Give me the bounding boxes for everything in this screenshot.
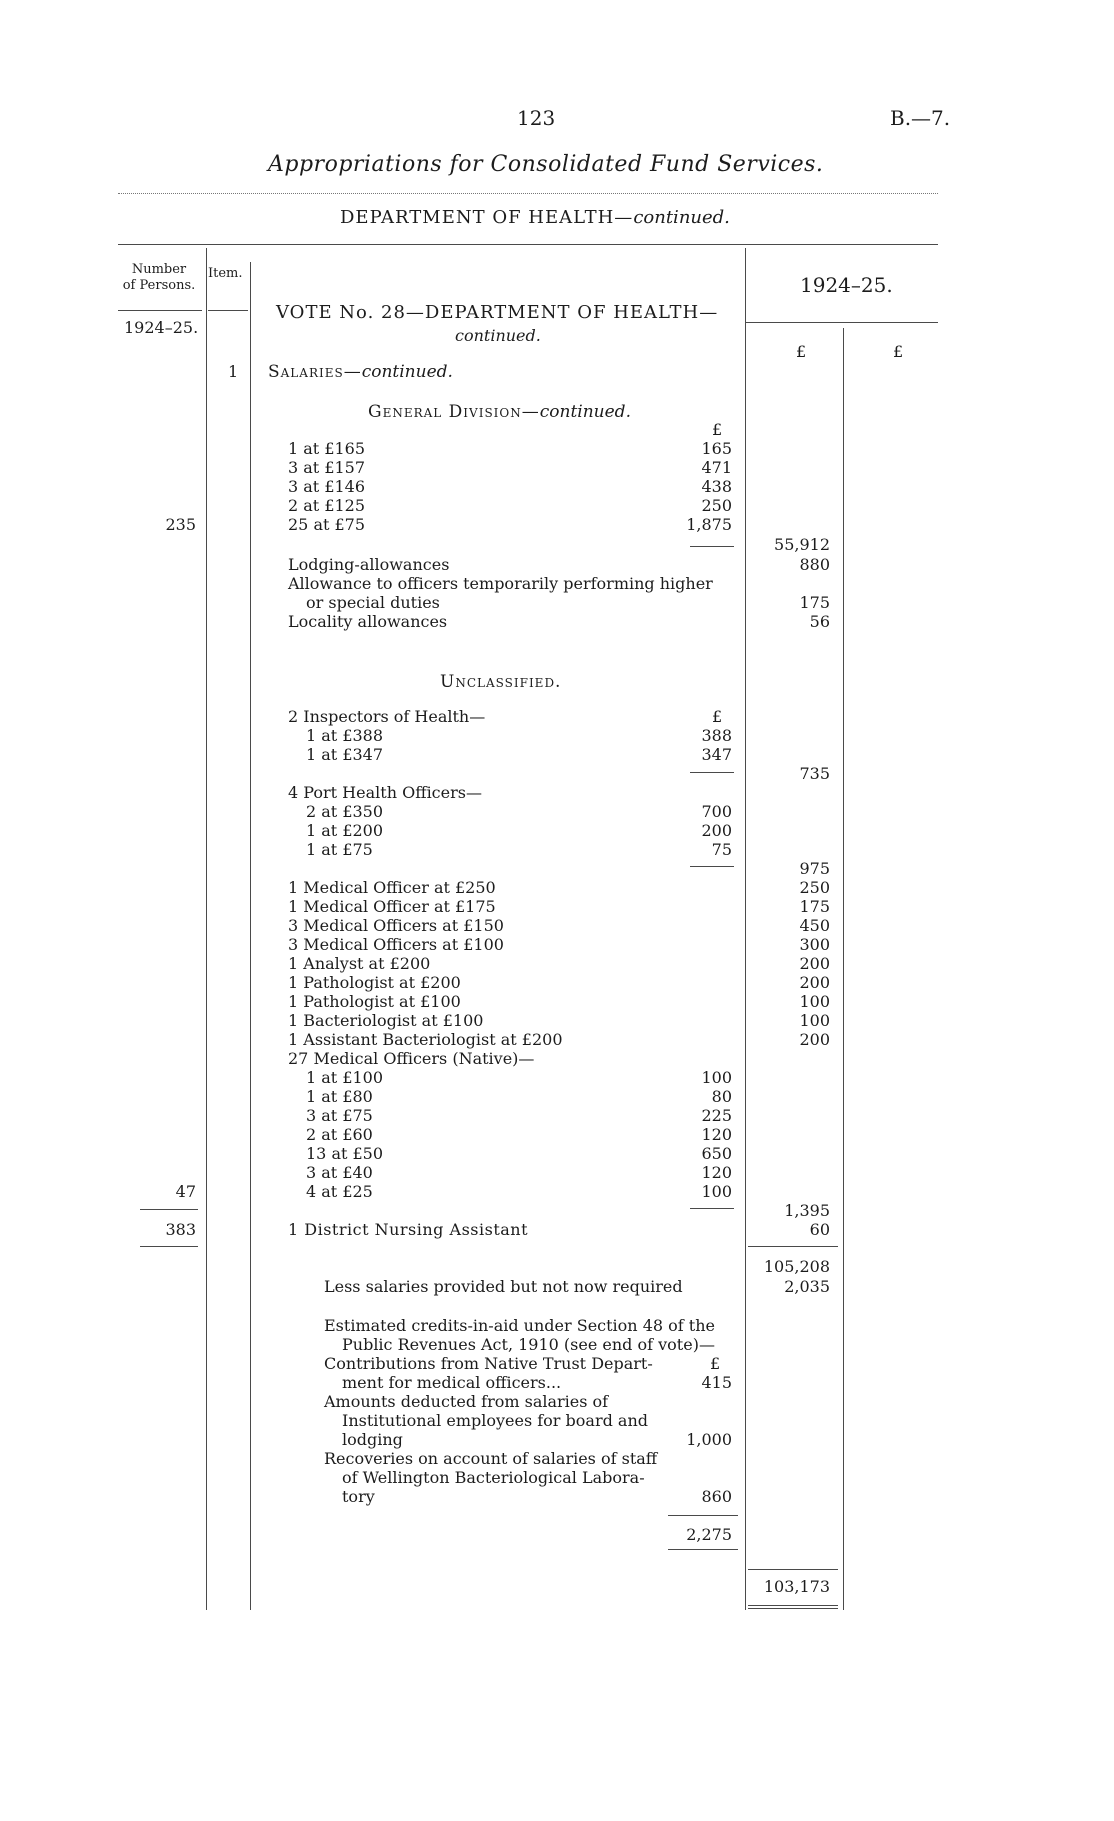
native-row-amount: 650 (701, 1144, 732, 1163)
port-label: 4 Port Health Officers— (288, 783, 482, 802)
gd-row-amount: 250 (701, 496, 732, 515)
net-total: 103,173 (763, 1577, 830, 1596)
year-header: 1924–25. (800, 273, 893, 297)
currency-header-a: £ (796, 342, 807, 361)
credit-amount: 860 (701, 1487, 732, 1506)
gd-extra-label: Allowance to officers temporarily performing higher (288, 574, 713, 593)
native-row-label: 1 at £80 (306, 1087, 373, 1106)
salaries-label: Salaries— (268, 362, 362, 382)
number-label-2: of Persons. (122, 278, 196, 293)
port-row-amount: 75 (711, 840, 732, 859)
single-amount: 250 (799, 878, 830, 897)
number-label-1: Number (131, 262, 187, 277)
credits-intro: Public Revenues Act, 1910 (see end of vote)— (342, 1335, 715, 1354)
gd-extra-label: Lodging-allowances (288, 555, 450, 574)
single-label: 1 Analyst at £200 (288, 954, 431, 973)
inspectors-sum-rule (690, 772, 734, 773)
less-amount: 2,035 (784, 1277, 830, 1296)
inspectors-label: 2 Inspectors of Health— (288, 707, 486, 726)
native-row-amount: 80 (711, 1087, 732, 1106)
credits-currency: £ (710, 1354, 721, 1373)
department-name: DEPARTMENT OF HEALTH— (340, 207, 634, 228)
currency-header-b: £ (893, 342, 904, 361)
gd-row-label: 3 at £157 (288, 458, 366, 477)
single-amount: 100 (799, 1011, 830, 1030)
item-header-rule (208, 310, 248, 311)
inspectors-total: 735 (799, 764, 830, 783)
single-amount: 200 (799, 1030, 830, 1049)
col-rule-4 (843, 328, 844, 1610)
gross-rule (748, 1246, 838, 1247)
gd-row-label: 2 at £125 (288, 496, 366, 515)
general-division-heading (368, 402, 631, 422)
gd-subtotal: 55,912 (774, 535, 830, 554)
native-row-label: 3 at £40 (306, 1163, 373, 1182)
port-total: 975 (799, 859, 830, 878)
nursing-label: 1 District Nursing Assistant (288, 1220, 529, 1239)
native-row-amount: 120 (701, 1163, 732, 1182)
port-row-label: 1 at £75 (306, 840, 373, 859)
total-persons: 383 (165, 1220, 196, 1239)
gd-row-amount: 471 (701, 458, 732, 477)
single-amount: 200 (799, 973, 830, 992)
credit-amount: 1,000 (686, 1430, 732, 1449)
page-number: 123 (517, 106, 556, 130)
credits-intro: Estimated credits-in-aid under Section 48 of the (324, 1316, 715, 1335)
native-row-amount: 100 (701, 1182, 732, 1201)
page-title: Appropriations for Consolidated Fund Services. (268, 152, 824, 177)
credit-line: ment for medical officers... (342, 1373, 562, 1392)
credit-line: lodging (342, 1430, 403, 1449)
salaries-heading (268, 362, 453, 382)
native-row-amount: 120 (701, 1125, 732, 1144)
col-rule-2 (250, 262, 251, 1610)
salaries-continued: continued. (361, 362, 453, 382)
persons-total-rule (140, 1246, 198, 1247)
number-header-rule (118, 310, 202, 311)
port-row-label: 1 at £200 (306, 821, 384, 840)
native-row-label: 1 at £100 (306, 1068, 384, 1087)
gd-sum-rule (690, 546, 734, 547)
net-top-rule (748, 1569, 838, 1570)
doc-reference: B.—7. (890, 106, 951, 130)
department-continued: continued. (633, 207, 730, 228)
gross-total: 105,208 (763, 1257, 830, 1276)
general-division-continued: continued. (539, 402, 631, 422)
single-amount: 300 (799, 935, 830, 954)
single-label: 3 Medical Officers at £150 (288, 916, 504, 935)
credit-line: Amounts deducted from salaries of (324, 1392, 609, 1411)
credit-line: Recoveries on account of salaries of staff (324, 1449, 658, 1468)
single-label: 1 Assistant Bacteriologist at £200 (288, 1030, 563, 1049)
vote-heading-continued: continued. (455, 326, 541, 345)
single-label: 1 Medical Officer at £250 (288, 878, 496, 897)
port-sum-rule (690, 866, 734, 867)
number-of-persons-header (118, 262, 200, 294)
col-rule-3 (745, 248, 746, 1610)
native-sum-rule (690, 1208, 734, 1209)
gd-extra-label: or special duties (306, 593, 440, 612)
native-row-label: 2 at £60 (306, 1125, 373, 1144)
gd-row-amount: 165 (701, 439, 732, 458)
credit-line: Institutional employees for board and (342, 1411, 649, 1430)
item-number: 1 (228, 362, 239, 381)
gd-persons: 235 (165, 515, 196, 534)
native-row-label: 4 at £25 (306, 1182, 373, 1201)
unclassified-heading: Unclassified. (440, 672, 562, 692)
single-label: 1 Pathologist at £100 (288, 992, 461, 1011)
native-label: 27 Medical Officers (Native)— (288, 1049, 535, 1068)
single-amount: 450 (799, 916, 830, 935)
gd-row-label: 1 at £165 (288, 439, 366, 458)
gd-extra-amount: 175 (799, 593, 830, 612)
credit-line: Contributions from Native Trust Depart- (324, 1354, 653, 1373)
credit-line: of Wellington Bacteriological Labora- (342, 1468, 645, 1487)
gd-extra-amount: 56 (809, 612, 830, 631)
single-label: 1 Medical Officer at £175 (288, 897, 496, 916)
title-rule (118, 193, 938, 194)
gd-row-label: 3 at £146 (288, 477, 366, 496)
year-header-rule (745, 322, 938, 323)
inspector-row-label: 1 at £347 (306, 745, 384, 764)
gd-row-amount: 438 (701, 477, 732, 496)
credit-line: tory (342, 1487, 375, 1506)
less-label: Less salaries provided but not now required (324, 1277, 683, 1296)
inspector-row-label: 1 at £388 (306, 726, 384, 745)
vote-heading: VOTE No. 28—DEPARTMENT OF HEALTH— (276, 302, 719, 323)
native-row-label: 3 at £75 (306, 1106, 373, 1125)
table-top-rule (118, 244, 938, 245)
inspector-row-amount: 347 (701, 745, 732, 764)
gd-row-label: 25 at £75 (288, 515, 366, 534)
nursing-amount: 60 (809, 1220, 830, 1239)
gd-currency: £ (712, 420, 723, 439)
port-row-amount: 700 (701, 802, 732, 821)
single-amount: 200 (799, 954, 830, 973)
general-division-label: General Division— (368, 402, 540, 422)
net-bottom-rule (748, 1605, 838, 1606)
single-amount: 175 (799, 897, 830, 916)
native-row-amount: 225 (701, 1106, 732, 1125)
credits-total-rule (668, 1549, 738, 1550)
un-currency: £ (712, 707, 723, 726)
inspector-row-amount: 388 (701, 726, 732, 745)
gd-row-amount: 1,875 (686, 515, 732, 534)
gd-extra-amount: 880 (799, 555, 830, 574)
col-rule-1 (206, 248, 207, 1610)
single-amount: 100 (799, 992, 830, 1011)
single-label: 1 Bacteriologist at £100 (288, 1011, 484, 1030)
gd-extra-label: Locality allowances (288, 612, 448, 631)
persons-sum-rule (140, 1209, 198, 1210)
credits-sum-rule (668, 1515, 738, 1516)
native-persons: 47 (175, 1182, 196, 1201)
single-label: 3 Medical Officers at £100 (288, 935, 504, 954)
native-row-amount: 100 (701, 1068, 732, 1087)
number-year-label: 1924–25. (124, 318, 199, 337)
net-bottom-rule-2 (748, 1608, 838, 1609)
department-heading (340, 207, 730, 228)
single-label: 1 Pathologist at £200 (288, 973, 461, 992)
credit-amount: 415 (701, 1373, 732, 1392)
item-header: Item. (208, 266, 243, 281)
native-row-label: 13 at £50 (306, 1144, 384, 1163)
native-total: 1,395 (784, 1201, 830, 1220)
port-row-amount: 200 (701, 821, 732, 840)
port-row-label: 2 at £350 (306, 802, 384, 821)
credits-total: 2,275 (686, 1525, 732, 1544)
